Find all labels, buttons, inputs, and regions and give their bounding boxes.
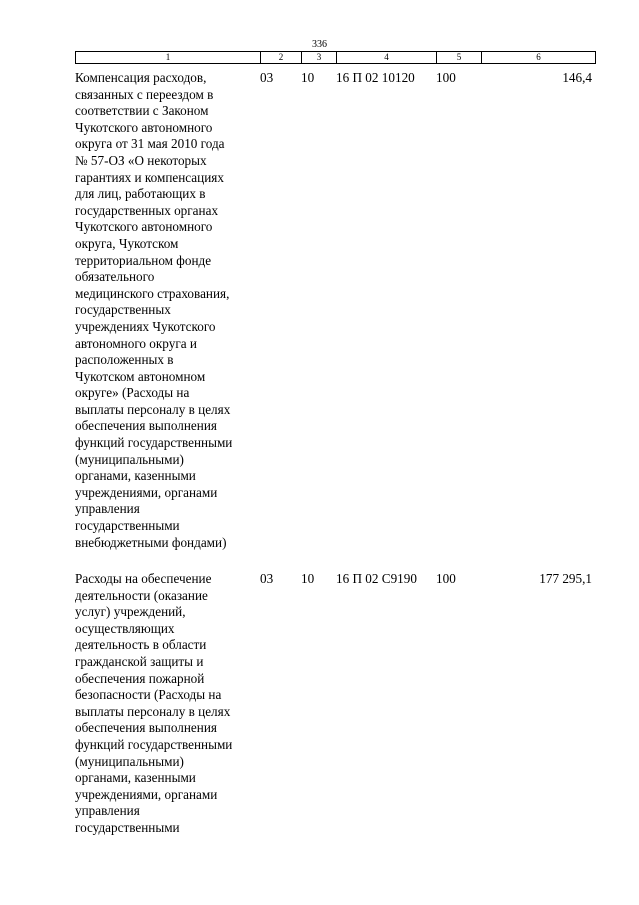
description-line: связанных с переездом в xyxy=(75,86,214,102)
column-header-5: 5 xyxy=(437,52,482,64)
description-line: безопасности (Расходы на xyxy=(75,687,222,703)
description-line: внебюджетными фондами) xyxy=(75,534,227,550)
description-line: для лиц, работающих в xyxy=(75,186,206,202)
description-line: автономного округа и xyxy=(75,335,197,351)
description-line: выплаты персоналу в целях xyxy=(75,703,231,719)
description-line: обеспечения выполнения xyxy=(75,418,217,434)
description-line: выплаты персоналу в целях xyxy=(75,401,231,417)
description-line: управления xyxy=(75,803,140,819)
row-subsection-code: 10 xyxy=(301,70,315,85)
description-line: управления xyxy=(75,501,140,517)
description-line: расположенных в xyxy=(75,352,174,368)
page-number: 336 xyxy=(312,39,327,50)
column-header-2: 2 xyxy=(261,52,302,64)
column-header-row xyxy=(76,52,596,64)
description-line: государственными xyxy=(75,518,180,534)
description-line: Чукотского автономного xyxy=(75,119,213,135)
description-line: Компенсация расходов, xyxy=(75,70,207,85)
description-line: территориальном фонде xyxy=(75,252,212,268)
description-line: медицинского страхования, xyxy=(75,285,230,301)
row-section-code: 03 xyxy=(260,70,274,85)
description-line: Расходы на обеспечение xyxy=(75,571,212,586)
description-line: функций государственными xyxy=(75,435,233,451)
description-line: Чукотском автономном xyxy=(75,368,206,384)
description-line: обеспечения выполнения xyxy=(75,720,217,736)
description-line: деятельность в области xyxy=(75,637,207,653)
row-subsection-code: 10 xyxy=(301,571,315,586)
description-line: обеспечения пожарной xyxy=(75,670,205,686)
description-line: гарантиях и компенсациях xyxy=(75,169,224,185)
row-expense-type-code: 100 xyxy=(436,70,456,85)
description-line: (муниципальными) xyxy=(75,753,184,769)
description-line: осуществляющих xyxy=(75,620,175,636)
column-header-3: 3 xyxy=(302,52,337,64)
description-line: Чукотского автономного xyxy=(75,219,213,235)
row-amount: 146,4 xyxy=(562,70,592,85)
description-line: функций государственными xyxy=(75,736,233,752)
description-line: соответствии с Законом xyxy=(75,103,209,119)
description-line: округа, Чукотском xyxy=(75,235,179,251)
description-line: услуг) учреждений, xyxy=(75,604,186,620)
column-header-6: 6 xyxy=(482,52,596,64)
description-line: округа от 31 мая 2010 года xyxy=(75,136,225,152)
description-line: обязательного xyxy=(75,269,155,285)
row-target-item-code: 16 П 02 10120 xyxy=(336,70,415,85)
description-line: округе» (Расходы на xyxy=(75,385,190,401)
row-description xyxy=(75,70,261,551)
description-line: государственных органах xyxy=(75,202,219,218)
description-line: учреждениях Чукотского xyxy=(75,318,216,334)
description-line: органами, казенными xyxy=(75,770,196,786)
description-line: учреждениями, органами xyxy=(75,484,218,500)
row-description xyxy=(75,571,261,837)
column-header-4: 4 xyxy=(337,52,437,64)
column-header-1: 1 xyxy=(76,52,261,64)
description-line: государственных xyxy=(75,302,171,318)
description-line: учреждениями, органами xyxy=(75,786,218,802)
description-line: органами, казенными xyxy=(75,468,196,484)
description-line: деятельности (оказание xyxy=(75,587,208,603)
description-line: гражданской защиты и xyxy=(75,653,204,669)
row-amount: 177 295,1 xyxy=(539,571,592,586)
row-expense-type-code: 100 xyxy=(436,571,456,586)
description-line: (муниципальными) xyxy=(75,451,184,467)
column-header-table xyxy=(75,51,596,64)
description-line: № 57-ОЗ «О некоторых xyxy=(75,152,207,168)
row-target-item-code: 16 П 02 С9190 xyxy=(336,571,417,586)
description-line: государственными xyxy=(75,819,180,835)
row-section-code: 03 xyxy=(260,571,274,586)
